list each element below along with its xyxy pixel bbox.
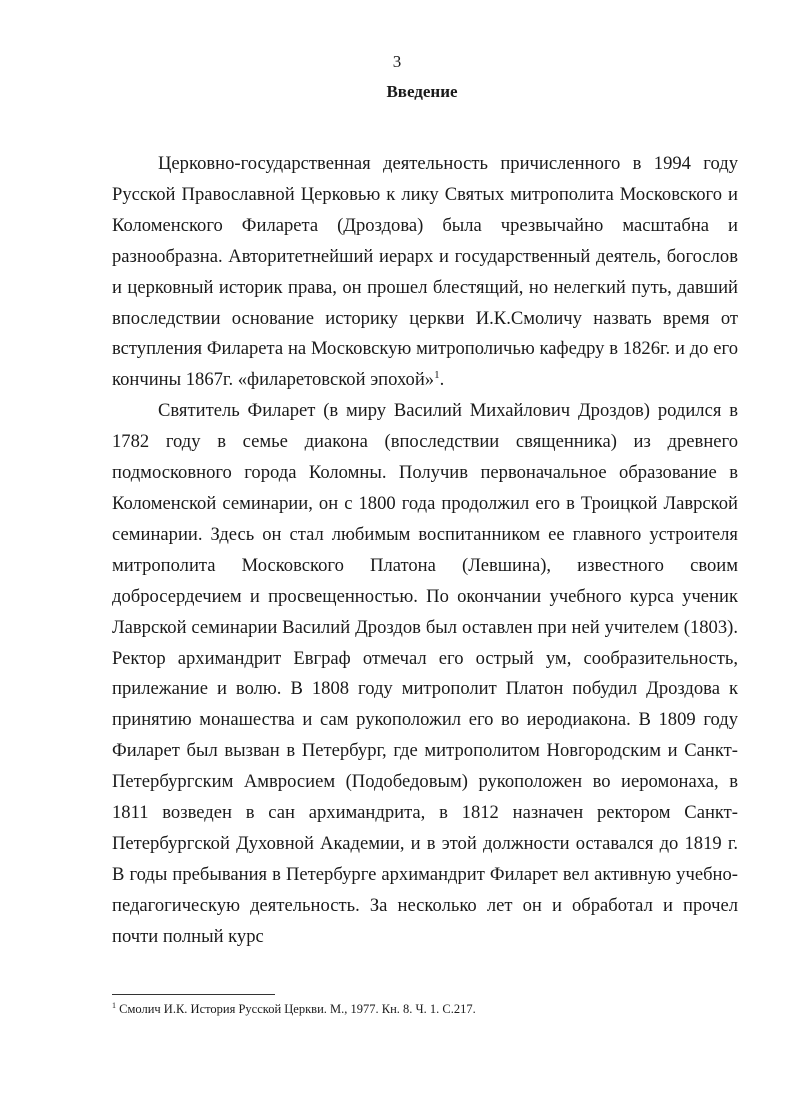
- footnote-reference[interactable]: 1: [434, 369, 440, 382]
- page-number: 3: [392, 52, 402, 71]
- paragraph-1-text: Церковно-государственная деятельность причисленного в 1994 году Русской Православной Церковью к лику Святых митрополита Московского и Коломенского Филарета (Дроздова) была чрезвычайно масштабна и разнообразна. Авторитетнейший иерарх и государственный деятель, богослов и церковный историк права, он прошел блестящий, но нелегкий путь, давший впоследствии основание историку церкви И.К.Смоличу назвать время от вступления Филарета на Московскую митрополичью кафедру в 1826г. и до его кончины 1867г. «филаретовской эпохой»: [112, 153, 738, 391]
- paragraph-2-text: Святитель Филарет (в миру Василий Михайлович Дроздов) родился в 1782 году в семье диакона (впоследствии священника) из древнего подмосковного города Коломны. Получив первоначальное образование в Коломенской семинарии, он с 1800 года продолжил его в Троицкой Лаврской семинарии. Здесь он стал любимым воспитанником ее главного устроителя митрополита Московского Платона (Левшина), известного своим добросердечием и просвещенностью. По окончании учебного курса ученик Лаврской семинарии Василий Дроздов был оставлен при ней учителем (1803). Ректор архимандрит Евграф отмечал его острый ум, сообразительность, прилежание и волю. В 1808 году митрополит Платон побудил Дроздова к принятию монашества и сам рукоположил его во иеродиакона. В 1809 году Филарет был вызван в Петербург, где митрополитом Новгородским и Санкт-Петербургским Амвросием (Подобедовым) рукоположен во иеромонаха, в 1811 возведен в сан архимандрита, в 1812 назначен ректором Санкт-Петербургской Духовной Академии, и в этой должности оставался до 1819 г. В годы пребывания в Петербурге архимандрит Филарет вел активную учебно-педагогическую деятельность. За несколько лет он и обработал и прочел почти полный курс: [112, 400, 738, 947]
- paragraph-1: [112, 149, 738, 396]
- footnote-separator: [112, 994, 275, 995]
- footnote-text: Смолич И.К. История Русской Церкви. М., 1977. Кн. 8. Ч. 1. С.217.: [116, 1002, 476, 1016]
- paragraph-1-end: .: [439, 369, 445, 391]
- body-text: [112, 149, 738, 953]
- footnote: [112, 1001, 738, 1017]
- paragraph-2: [112, 396, 738, 952]
- footnote-marker: 1: [112, 1000, 116, 1010]
- page-title: Введение: [386, 82, 458, 101]
